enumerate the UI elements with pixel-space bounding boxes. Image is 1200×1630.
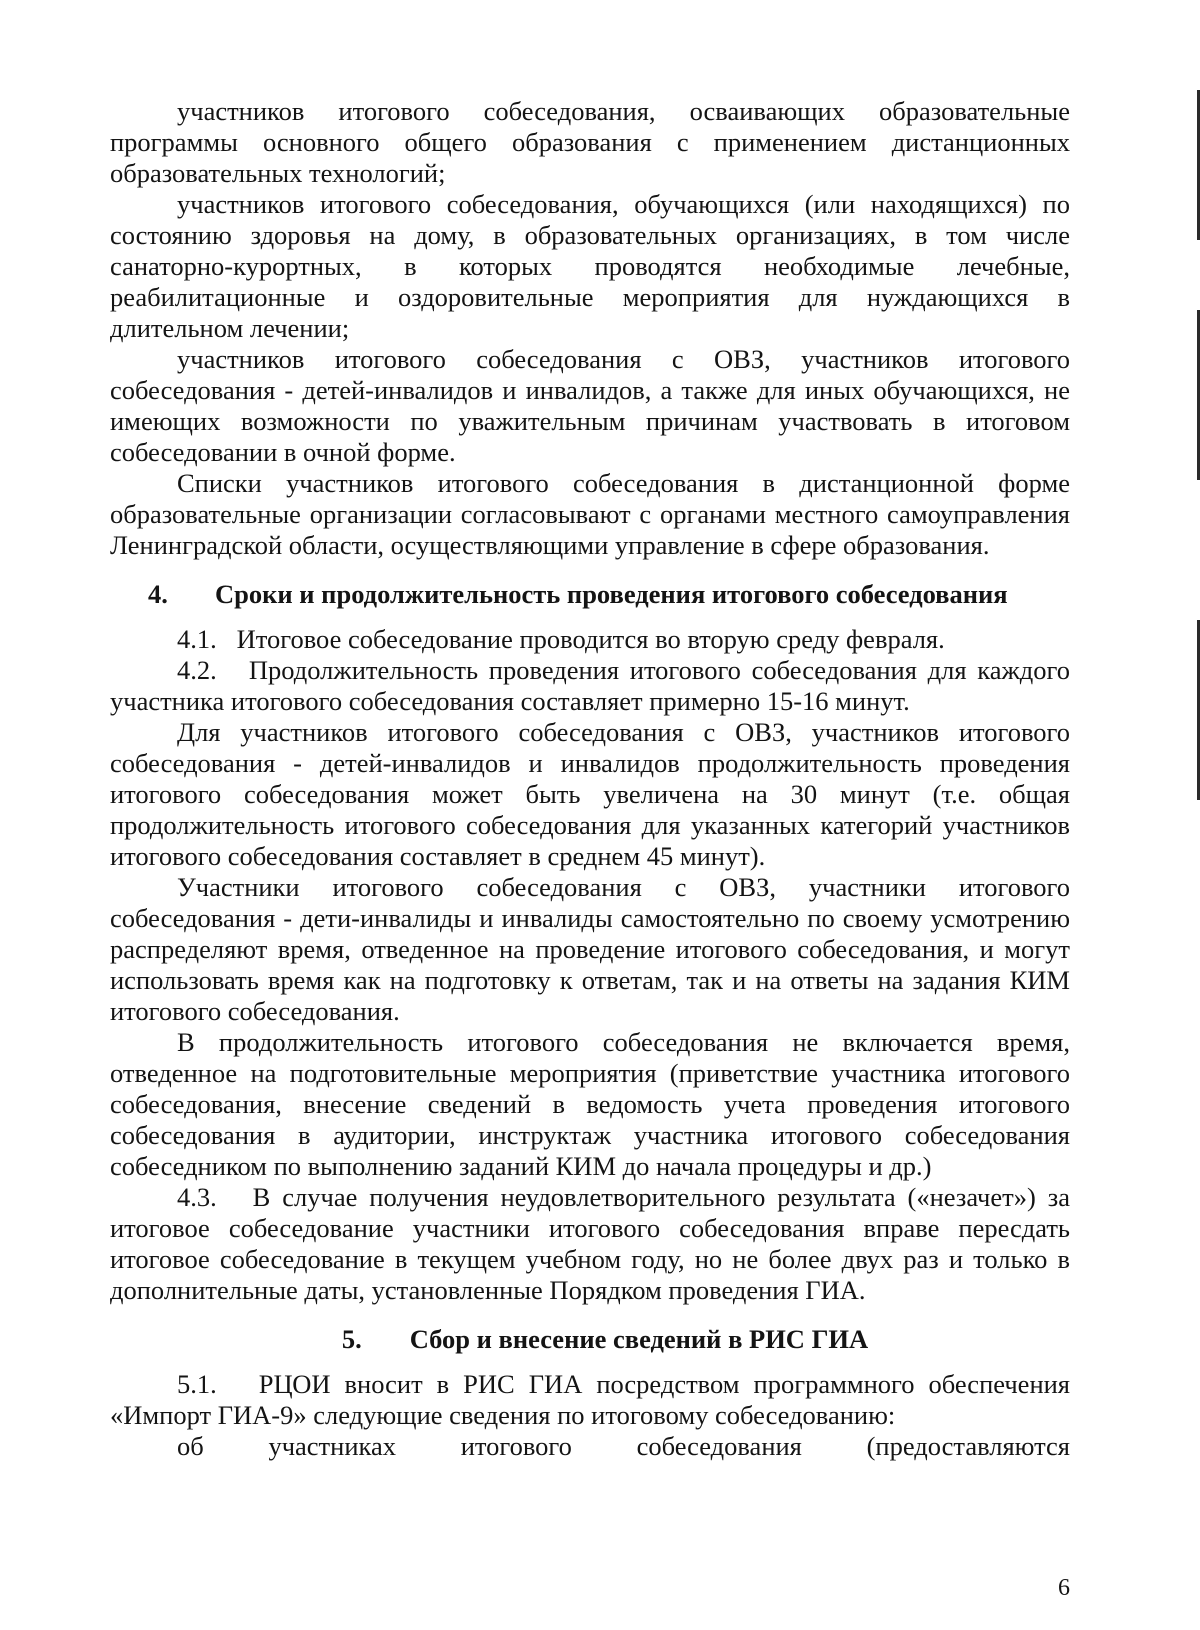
section-4-number: 4. [148,579,168,609]
paragraph-5-1: 5.1. РЦОИ вносит в РИС ГИА посредством программного обеспечения «Импорт ГИА-9» следующие сведения по итоговому собеседованию: [110,1369,1070,1430]
section-4-title: Сроки и продолжительность проведения итогового собеседования [215,579,1008,609]
paragraph-time-distribution: Участники итогового собеседования с ОВЗ, участники итогового собеседования - дети-инвалиды и инвалиды самостоятельно по своему усмотрению распределяют время, отведенное на проведение итогового собеседования, и могут использовать время как на подготовку к ответам, так и на ответы на задания КИМ итогового собеседования. [110,872,1070,1026]
word: итогового [460,1431,572,1461]
paragraph-distance-learners: участников итогового собеседования, осваивающих образовательные программы основного общего образования с применением дистанционных образовательных технологий; [110,96,1070,188]
paragraph-4-1: 4.1. Итоговое собеседование проводится во вторую среду февраля. [177,624,945,654]
section-4-heading [110,579,1070,610]
section-5-title: Сбор и внесение сведений в РИС ГИА [409,1324,869,1354]
paragraph-excluded-time: В продолжительность итогового собеседования не включается время, отведенное на подготовительные мероприятия (приветствие участника итогового собеседования, внесение сведений в ведомость учета проведения итогового собеседования в аудитории, инструктаж участника итогового собеседования собеседником по выполнению заданий КИМ до начала процедуры и др.) [110,1027,1070,1181]
page-number: 6 [1058,1575,1070,1601]
document-body [110,96,1070,1462]
word: собеседования [636,1431,802,1461]
word: об [177,1431,204,1461]
paragraph-4-2: 4.2. Продолжительность проведения итогового собеседования для каждого участника итогового собеседования составляет примерно 15-16 минут. [110,655,1070,716]
word: (предоставляются [866,1431,1070,1461]
paragraph-disabled-participants: участников итогового собеседования с ОВЗ, участников итогового собеседования - детей-инвалидов и инвалидов, а также для иных обучающихся, не имеющих возможности по уважительным причинам участвовать в итоговом собеседовании в очной форме. [110,344,1070,467]
section-5-heading [110,1324,1070,1355]
paragraph-extended-duration: Для участников итогового собеседования с ОВЗ, участников итогового собеседования - детей-инвалидов и инвалидов продолжительность проведения итогового собеседования может быть увеличена на 30 минут (т.е. общая продолжительность итогового собеседования для указанных категорий участников итогового собеседования составляет в среднем 45 минут). [110,717,1070,871]
section-5-number: 5. [341,1324,362,1354]
paragraph-4-3: 4.3. В случае получения неудовлетворительного результата («незачет») за итоговое собеседование участники итогового собеседования вправе пересдать итоговое собеседование в текущем учебном году, но не более двух раз и только в дополнительные даты, установленные Порядком проведения ГИА. [110,1182,1070,1305]
word: участниках [268,1431,396,1461]
paragraph-participants-info-start [110,1431,1070,1462]
paragraph-participant-lists: Списки участников итогового собеседования в дистанционной форме образовательные организации согласовывают с органами местного самоуправления Ленинградской области, осуществляющими управление в сфере образования. [110,468,1070,560]
paragraph-home-learners: участников итогового собеседования, обучающихся (или находящихся) по состоянию здоровья на дому, в образовательных организациях, в том числе санаторно-курортных, в которых проводятся необходимые лечебные, реабилитационные и оздоровительные мероприятия для нуждающихся в длительном лечении; [110,189,1070,343]
